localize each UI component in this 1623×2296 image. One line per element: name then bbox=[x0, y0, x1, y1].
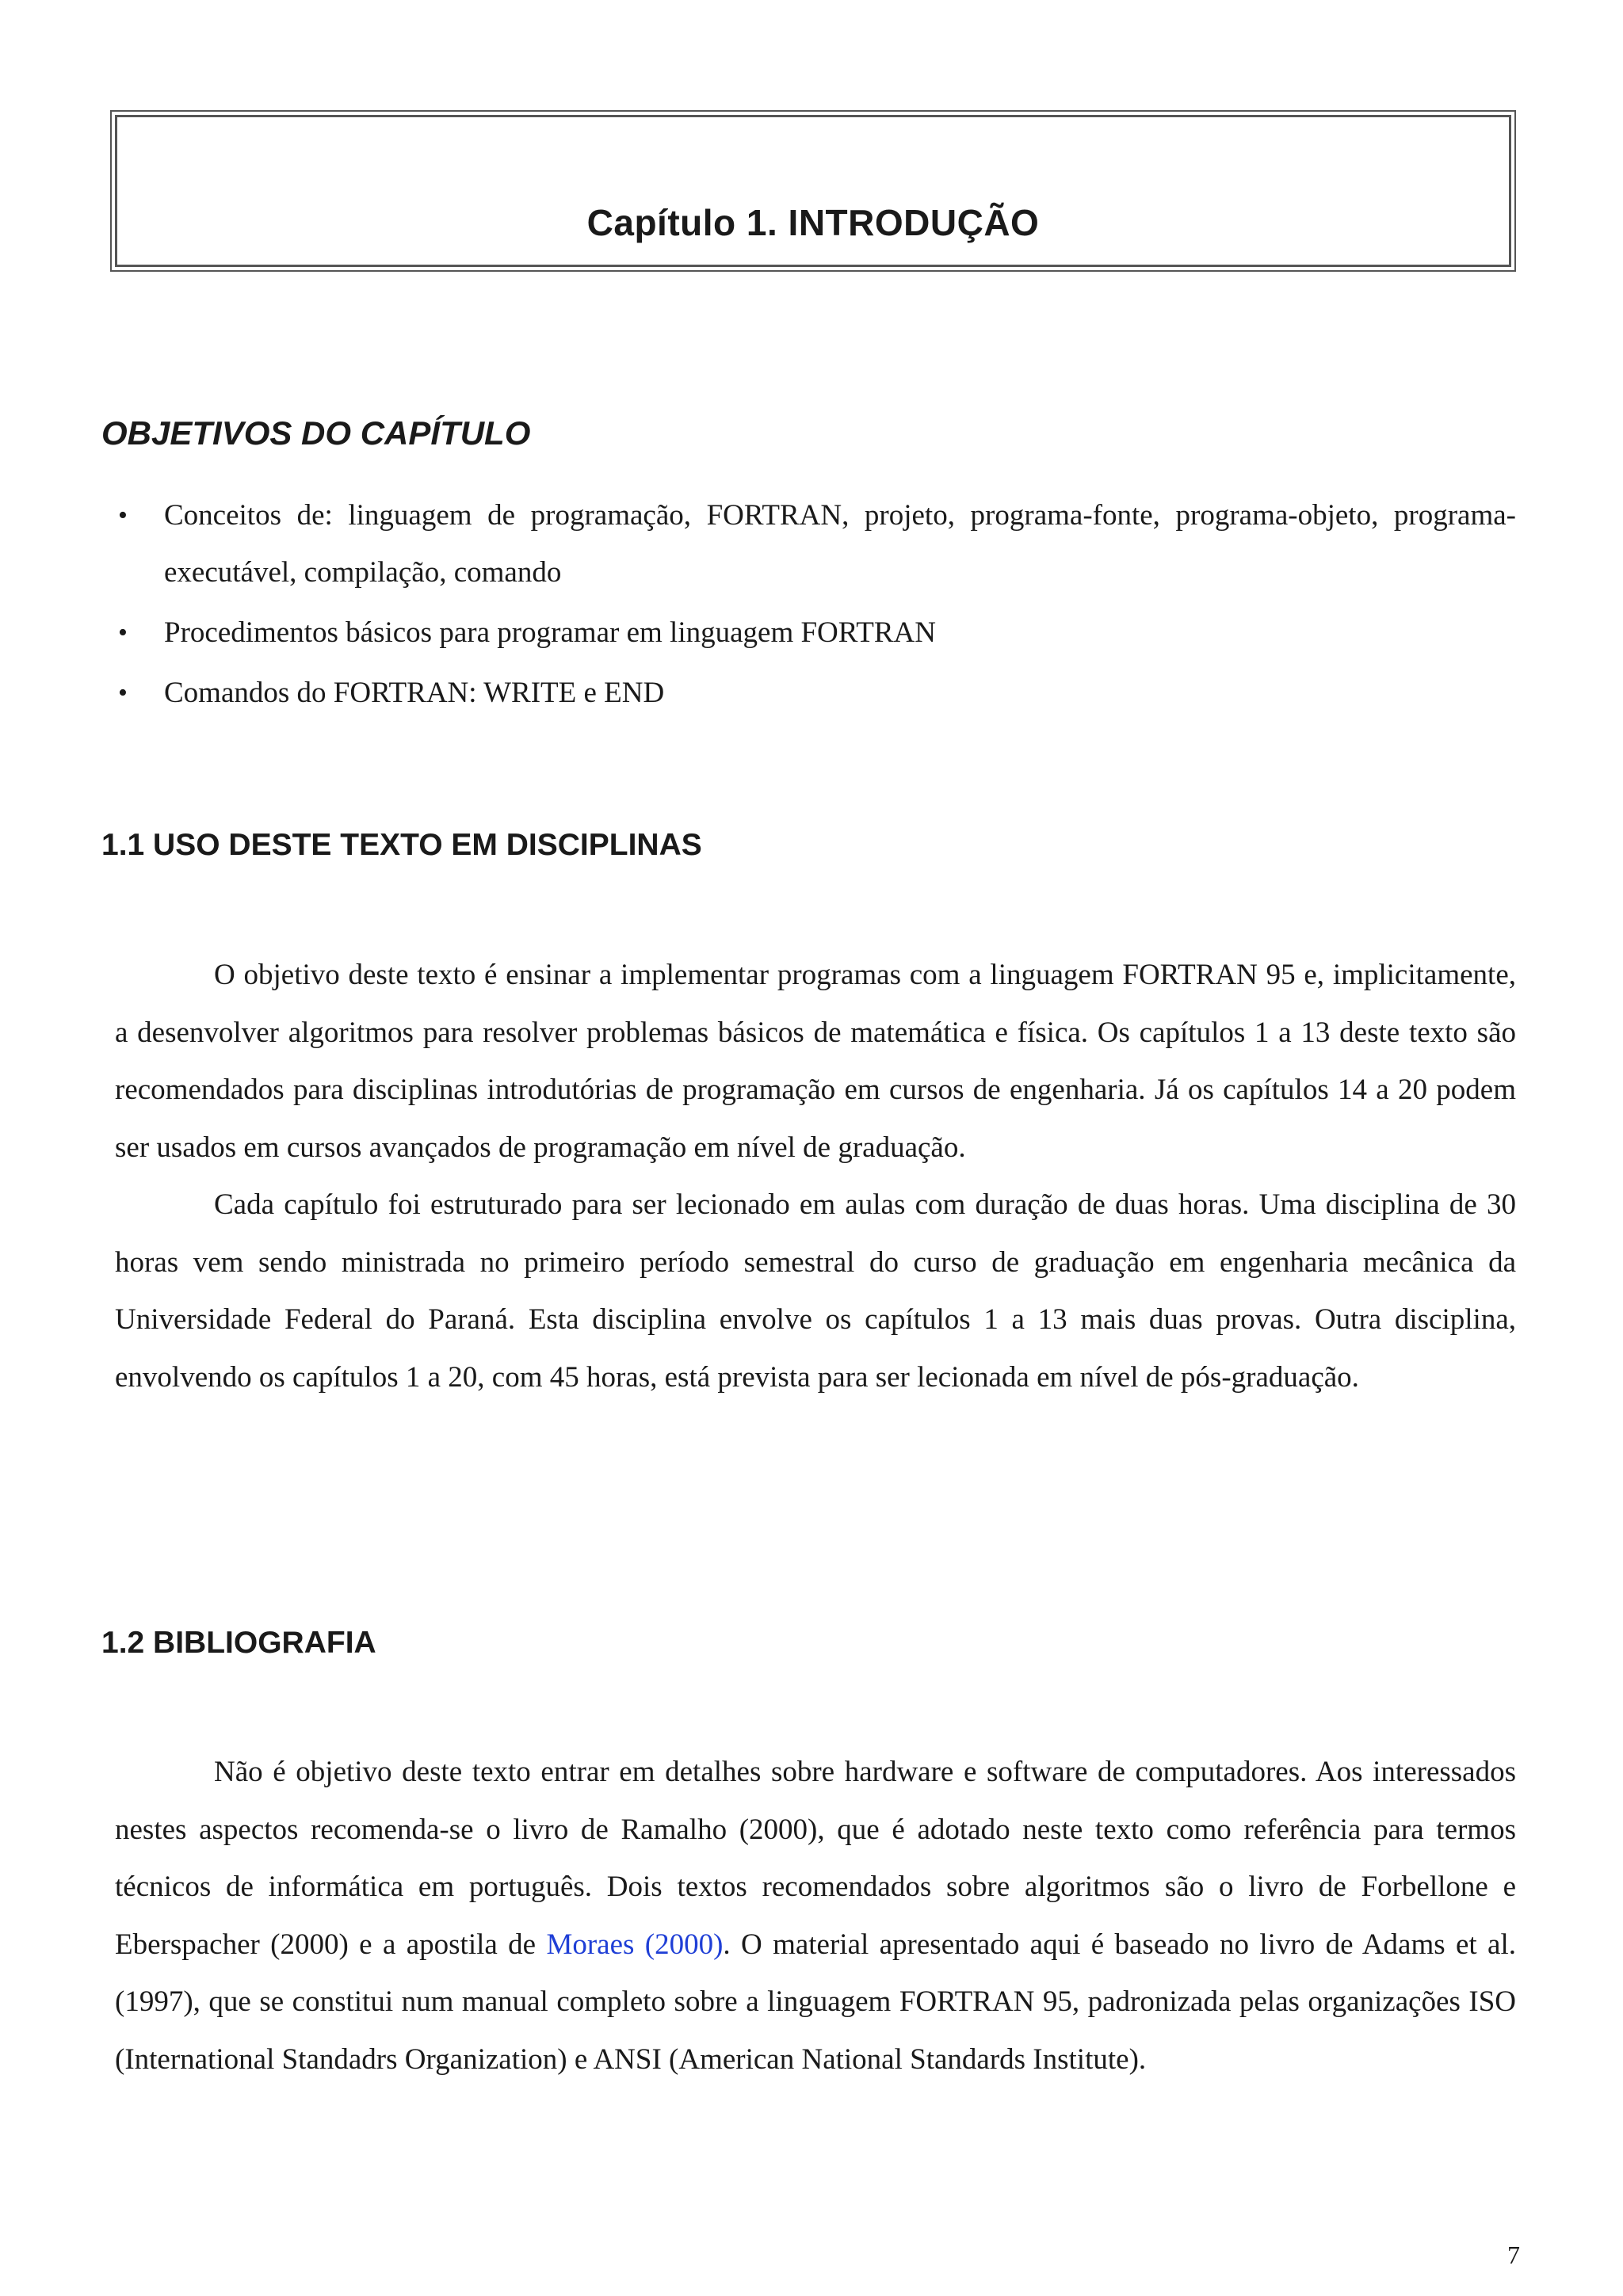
paragraph: Cada capítulo foi estruturado para ser lecionado em aulas com duração de duas horas. Uma disciplina de 30 horas vem sendo ministrada no primeiro período semestral do curso de graduação em engenharia mecânica da Universidade Federal do Paraná. Esta disciplina envolve os capítulos 1 a 13 mais duas provas. Outra disciplina, envolvendo os capítulos 1 a 20, com 45 horas, está prevista para ser lecionada em nível de pós-graduação. bbox=[115, 1188, 1516, 1394]
paragraph-text: . O material apresentado aqui é baseado no livro de Adams et al. (1997), que se constitui num manual completo sobre a linguagem FORTRAN 95, padronizada pelas organizações ISO (International Standadrs Organization) e ANSI (American National Standards Institute). bbox=[115, 1928, 1517, 2076]
paragraph: O objetivo deste texto é ensinar a implementar programas com a linguagem FORTRAN 95 e, implicitamente, a desenvolver algoritmos para resolver problemas básicos de matemática e física. Os capítulos 1 a 13 deste texto são recomendados para disciplinas introdutórias de programação em cursos de engenharia. Já os capítulos 14 a 20 podem ser usados em cursos avançados de programação em nível de graduação. bbox=[115, 959, 1516, 1164]
paragraph-text: Não é objetivo deste texto entrar em detalhes sobre hardware e software de computadores. Aos interessados nestes aspectos recomenda-se o livro de Ramalho (2000), que é adotado neste texto como referência para termos técnicos de informática em português. Dois textos recomendados sobre algoritmos são o livro de Forbellone e Eberspacher (2000) e a apostila de bbox=[115, 1756, 1516, 1961]
objective-text: Comandos do FORTRAN: WRITE e END bbox=[164, 677, 665, 709]
page-number: 7 bbox=[1507, 2241, 1520, 2269]
objective-item bbox=[115, 665, 1516, 722]
objectives-list bbox=[115, 487, 1516, 722]
section-heading-1-2: 1.2 BIBLIOGRAFIA bbox=[101, 1626, 376, 1660]
bullet-icon: • bbox=[118, 678, 128, 707]
objective-item bbox=[115, 487, 1516, 601]
bullet-icon: • bbox=[118, 501, 128, 530]
objectives-heading: OBJETIVOS DO CAPÍTULO bbox=[101, 414, 531, 452]
chapter-title-box bbox=[115, 115, 1511, 267]
section-1-1-body bbox=[115, 947, 1516, 1406]
objective-text: Procedimentos básicos para programar em linguagem FORTRAN bbox=[164, 616, 936, 649]
paragraph bbox=[115, 1744, 1516, 2088]
bullet-icon: • bbox=[118, 618, 128, 647]
section-1-2-body bbox=[115, 1744, 1516, 2088]
chapter-title: Capítulo 1. INTRODUÇÃO bbox=[586, 202, 1040, 243]
section-heading-1-1: 1.1 USO DESTE TEXTO EM DISCIPLINAS bbox=[101, 828, 702, 862]
objective-text: Conceitos de: linguagem de programação, FORTRAN, projeto, programa-fonte, programa-objeto, programa-executável, compilação, comando bbox=[164, 499, 1516, 589]
objective-item bbox=[115, 605, 1516, 662]
moraes-reference-link[interactable]: Moraes (2000) bbox=[546, 1928, 724, 1961]
